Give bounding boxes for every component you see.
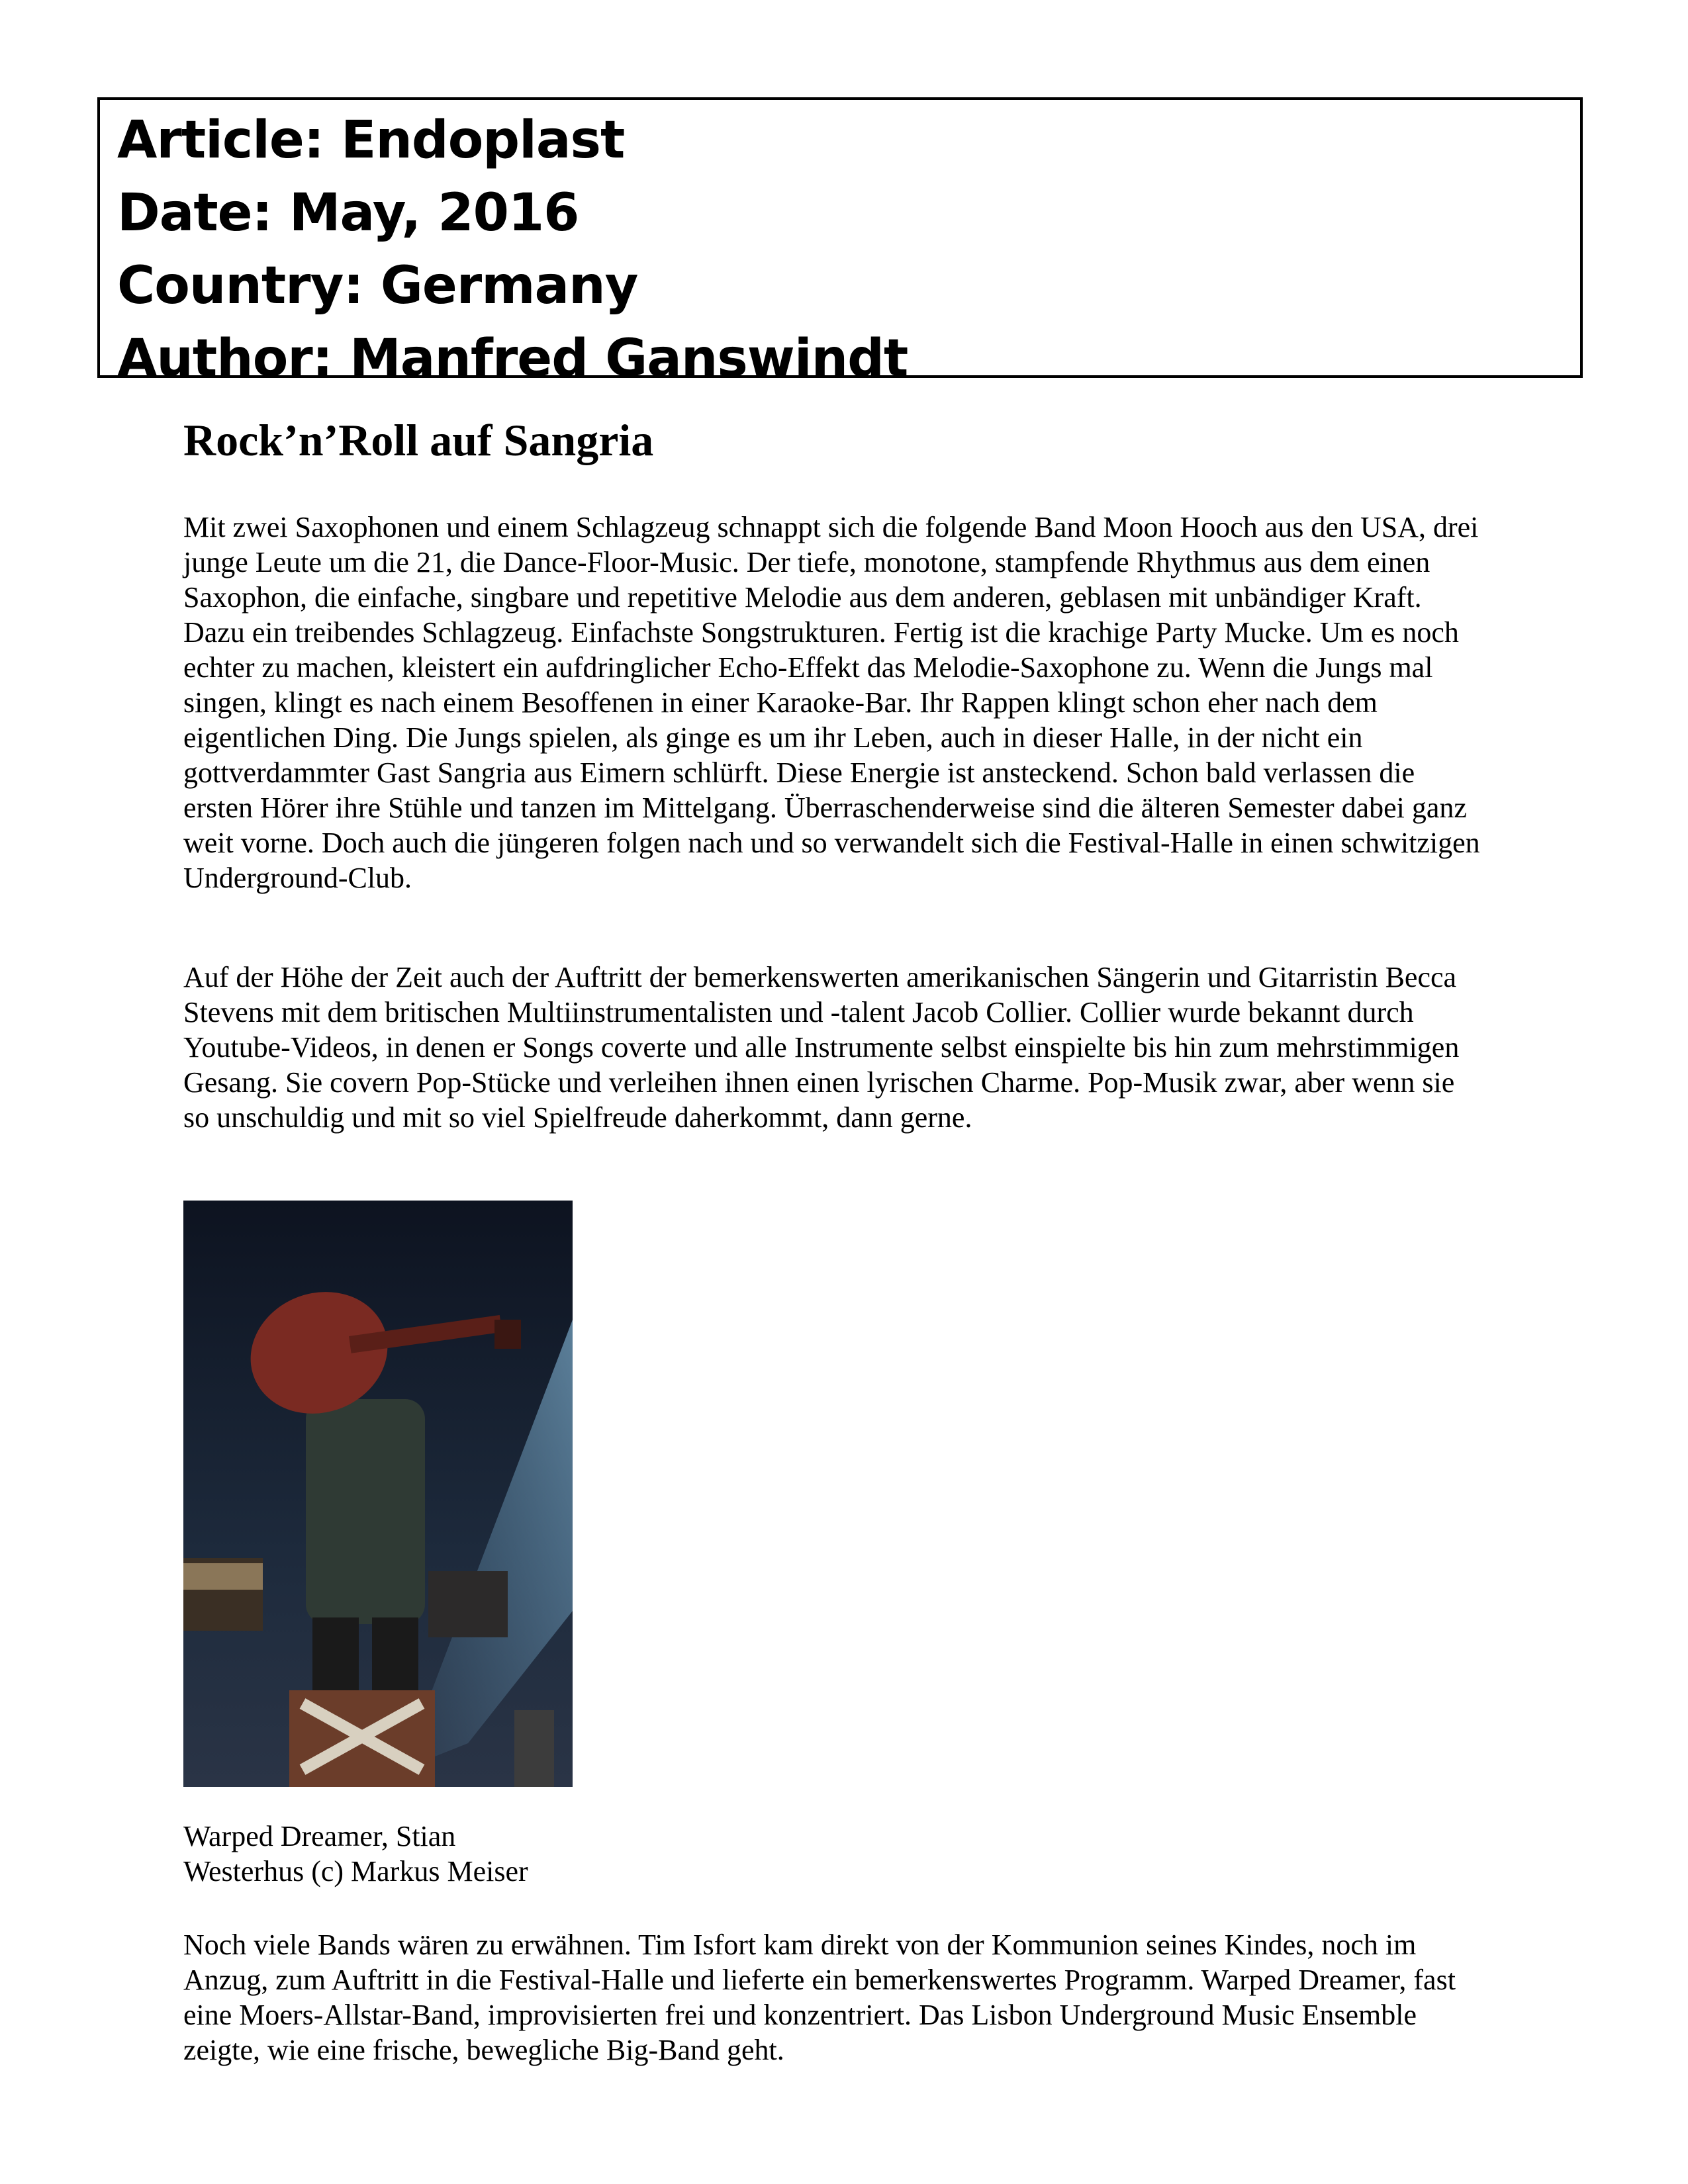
article-title: Rock’n’Roll auf Sangria (183, 415, 654, 465)
photo-caption-line-2: Westerhus (c) Markus Meiser (183, 1855, 528, 1888)
article-country: Country: Germany (117, 256, 638, 316)
article-metadata-box (97, 97, 1583, 388)
article-body (183, 410, 1481, 2066)
photo-caption-line-1: Warped Dreamer, Stian (183, 1820, 456, 1852)
paragraph-2: Auf der Höhe der Zeit auch der Auftritt der bemerkenswerten amerikanischen Sängerin und Gitarristin Becca Stevens mit dem britischen Multiinstrumentalisten und -talent Jacob Collier. Collier wurde bekannt durch Youtube-Videos, in denen er Songs coverte und alle Instrumente selbst einspielte bis hin zum mehrstimmigen Gesang. Sie covern Pop-Stücke und verleihen ihnen einen lyrischen Charme. Pop-Musik zwar, aber wenn sie so unschuldig und mit so viel Spielfreude daherkommt, dann gerne. (183, 961, 1460, 1134)
concert-photo (183, 1201, 573, 1787)
article-author: Author: Manfred Ganswindt (117, 329, 908, 388)
photo-caption (183, 1819, 647, 1889)
article-date: Date: May, 2016 (117, 183, 579, 243)
paragraph-3: Noch viele Bands wären zu erwähnen. Tim Isfort kam direkt von der Kommunion seines Kindes, noch im Anzug, zum Auftritt in die Festival-Halle und lieferte ein bemerkenswertes Programm. Warped Dreamer, fast eine Moers-Allstar-Band, improvisierten frei und konzentriert. Das Lisbon Underground Music Ensemble zeigte, wie eine frische, bewegliche Big-Band geht. (183, 1929, 1456, 2066)
paragraph-1: Mit zwei Saxophonen und einem Schlagzeug schnappt sich die folgende Band Moon Hooch aus den USA, drei junge Leute um die 21, die Dance-Floor-Music. Der tiefe, monotone, stampfende Rhythmus aus dem einen Saxophon, die einfache, singbare und repetitive Melodie aus dem anderen, geblasen mit unbändiger Kraft. Dazu ein treibendes Schlagzeug. Einfachste Songstrukturen. Fertig ist die krachige Party Mucke. Um es noch echter zu machen, kleistert ein aufdringlicher Echo-Effekt das Melodie-Saxophone zu. Wenn die Jungs mal singen, klingt es nach einem Besoffenen in einer Karaoke-Bar. Ihr Rappen klingt schon eher nach dem eigentlichen Ding. Die Jungs spielen, als ginge es um ihr Leben, auch in dieser Halle, in der nicht ein gottverdammter Gast Sangria aus Eimern schlürft. Diese Energie ist ansteckend. Schon bald verlassen die ersten Hörer ihre Stühle und tanzen im Mittelgang. Überraschenderweise sind die älteren Semester dabei ganz weit vorne. Doch auch die jüngeren folgen nach und so verwandelt sich die Festival-Halle in einen schwitzigen Underground-Club. (183, 511, 1480, 894)
article-name: Article: Endoplast (117, 111, 625, 170)
